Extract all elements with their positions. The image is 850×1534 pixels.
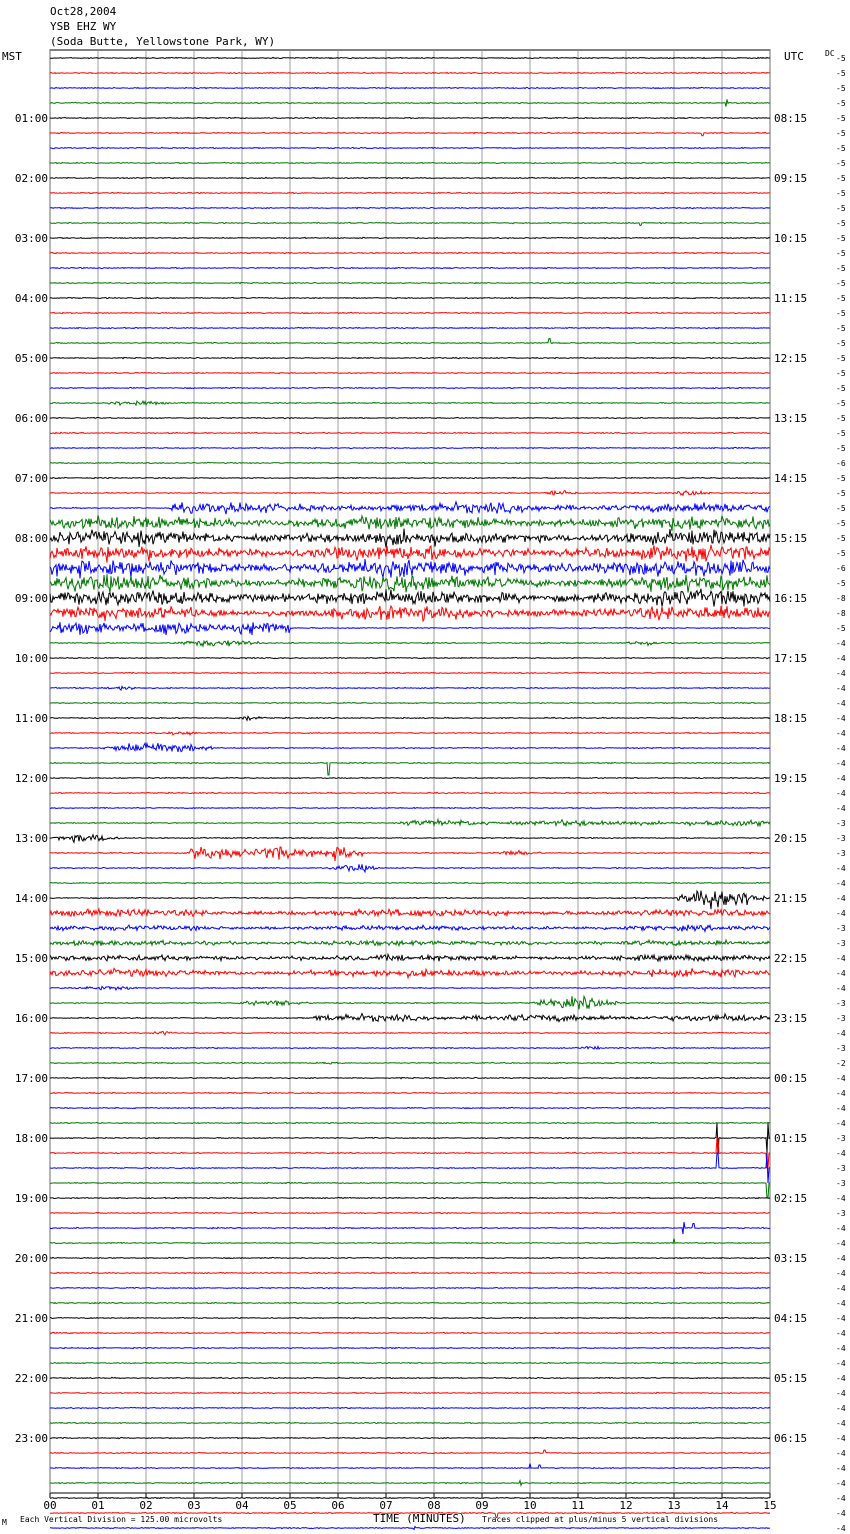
trace-row — [50, 925, 770, 932]
trace-row — [50, 462, 770, 463]
dc-offset-label: -5 — [836, 489, 846, 498]
dc-offset-label: -3 — [836, 1044, 846, 1053]
left-hour-label: 01:00 — [14, 112, 48, 125]
trace-row — [50, 1422, 770, 1423]
trace-row — [50, 1107, 770, 1108]
trace-row — [50, 559, 770, 578]
left-hour-label: 04:00 — [14, 292, 48, 305]
right-hour-label: 21:15 — [774, 892, 808, 905]
trace-row — [50, 909, 770, 917]
trace-row — [50, 589, 770, 607]
x-tick-label: 04 — [235, 1499, 249, 1512]
trace-row — [50, 987, 770, 990]
trace-row — [50, 940, 770, 946]
right-timezone-label: UTC — [784, 50, 804, 63]
left-hour-label: 06:00 — [14, 412, 48, 425]
dc-offset-label: -4 — [836, 1194, 846, 1203]
dc-offset-label: -4 — [836, 1404, 846, 1413]
trace-row — [50, 792, 770, 793]
right-hour-label: 03:15 — [774, 1252, 808, 1265]
x-tick-label: 00 — [43, 1499, 57, 1512]
right-hour-label: 15:15 — [774, 532, 808, 545]
dc-offset-label: -5 — [836, 234, 846, 243]
dc-offset-label: -4 — [836, 1479, 846, 1488]
left-hour-label: 17:00 — [14, 1072, 48, 1085]
trace-row — [50, 372, 770, 373]
right-hour-label: 16:15 — [774, 592, 808, 605]
station-code: YSB EHZ WY — [50, 20, 117, 33]
trace-row — [50, 147, 770, 148]
dc-offset-label: -4 — [836, 789, 846, 798]
right-hour-label: 19:15 — [774, 772, 808, 785]
dc-offset-label: -4 — [836, 1494, 846, 1503]
trace-row — [50, 574, 770, 593]
dc-offset-label: -5 — [836, 579, 846, 588]
dc-offset-label: -5 — [836, 294, 846, 303]
right-hour-label: 11:15 — [774, 292, 808, 305]
trace-row — [50, 820, 770, 826]
dc-offset-label: -8 — [836, 594, 846, 603]
right-hour-label: 06:15 — [774, 1432, 808, 1445]
dc-offset-label: -5 — [836, 399, 846, 408]
trace-row — [50, 1497, 770, 1498]
station-location: (Soda Butte, Yellowstone Park, WY) — [50, 35, 276, 48]
x-tick-label: 03 — [187, 1499, 201, 1512]
trace-row — [50, 762, 770, 775]
dc-offset-label: -5 — [836, 384, 846, 393]
trace-row — [50, 312, 770, 313]
trace-row — [50, 1222, 770, 1234]
dc-offset-label: -5 — [836, 159, 846, 168]
dc-offset-label: -3 — [836, 1134, 846, 1143]
trace-row — [50, 657, 770, 658]
left-hour-label: 19:00 — [14, 1192, 48, 1205]
dc-offset-label: -5 — [836, 354, 846, 363]
dc-offset-label: -5 — [836, 549, 846, 558]
x-tick-label: 14 — [715, 1499, 729, 1512]
dc-offset-label: -5 — [836, 414, 846, 423]
trace-row — [50, 72, 770, 73]
left-hour-label: 20:00 — [14, 1252, 48, 1265]
dc-offset-label: -4 — [836, 1119, 846, 1128]
x-tick-label: 15 — [763, 1499, 777, 1512]
right-hour-label: 17:15 — [774, 652, 808, 665]
dc-offset-label: -4 — [836, 1509, 846, 1518]
left-hour-label: 07:00 — [14, 472, 48, 485]
dc-offset-label: -4 — [836, 744, 846, 753]
left-hour-label: 02:00 — [14, 172, 48, 185]
trace-row — [50, 954, 770, 961]
trace-row — [50, 1392, 770, 1393]
trace-rows — [50, 57, 770, 1534]
dc-offset-label: -4 — [836, 969, 846, 978]
left-hour-label: 21:00 — [14, 1312, 48, 1325]
dc-offset-label: -4 — [836, 1329, 846, 1338]
trace-row — [50, 1287, 770, 1288]
trace-row — [50, 1527, 770, 1530]
clip-note: Traces clipped at plus/minus 5 vertical divisions — [482, 1515, 719, 1524]
dc-offset-label: -4 — [836, 894, 846, 903]
right-hour-label: 18:15 — [774, 712, 808, 725]
dc-offset-label: -4 — [836, 1029, 846, 1038]
left-hour-label: 12:00 — [14, 772, 48, 785]
dc-offset-label: -4 — [836, 654, 846, 663]
trace-row — [50, 117, 770, 118]
dc-offset-label: -5 — [836, 84, 846, 93]
dc-offset-label: -5 — [836, 369, 846, 378]
trace-row — [50, 297, 770, 298]
left-hour-label: 08:00 — [14, 532, 48, 545]
dc-offset-label: -5 — [836, 429, 846, 438]
dc-offset-label: -4 — [836, 804, 846, 813]
dc-offset-label: -5 — [836, 444, 846, 453]
dc-offset-label: -5 — [836, 174, 846, 183]
dc-offset-label: -4 — [836, 759, 846, 768]
dc-offset-label: -5 — [836, 204, 846, 213]
trace-row — [50, 1302, 770, 1303]
trace-row — [50, 387, 770, 388]
left-hour-label: 10:00 — [14, 652, 48, 665]
dc-offset-label: -5 — [836, 504, 846, 513]
x-axis-title: TIME (MINUTES) — [373, 1512, 466, 1525]
chart-date: Oct28,2004 — [50, 5, 117, 18]
trace-row — [50, 882, 770, 883]
trace-row — [50, 996, 770, 1009]
trace-row — [50, 432, 770, 433]
trace-row — [50, 968, 770, 977]
right-hour-label: 14:15 — [774, 472, 808, 485]
trace-row — [50, 1031, 770, 1034]
dc-offset-label: -4 — [836, 909, 846, 918]
trace-row — [50, 267, 770, 268]
dc-offset-label: -5 — [836, 219, 846, 228]
trace-row — [50, 502, 770, 514]
trace-row — [50, 1317, 770, 1318]
trace-row — [50, 1062, 770, 1064]
right-hour-label: 10:15 — [774, 232, 808, 245]
dc-offset-label: -3 — [836, 834, 846, 843]
dc-offset-label: -5 — [836, 624, 846, 633]
left-hour-label: 13:00 — [14, 832, 48, 845]
dc-offset-label: -5 — [836, 249, 846, 258]
trace-row — [50, 1481, 770, 1486]
trace-row — [50, 716, 770, 720]
right-hour-label: 08:15 — [774, 112, 808, 125]
trace-row — [50, 327, 770, 328]
trace-row — [50, 99, 770, 106]
trace-row — [50, 57, 770, 58]
trace-row — [50, 177, 770, 178]
x-tick-label: 06 — [331, 1499, 345, 1512]
dc-offset-label: -4 — [836, 1299, 846, 1308]
dc-offset-label: -5 — [836, 114, 846, 123]
trace-row — [50, 491, 770, 496]
dc-offset-label: -4 — [836, 669, 846, 678]
dc-offset-label: -4 — [836, 1149, 846, 1158]
x-tick-label: 12 — [619, 1499, 633, 1512]
dc-offset-label: -4 — [836, 1359, 846, 1368]
trace-row — [50, 1014, 770, 1022]
dc-offset-label: -6 — [836, 459, 846, 468]
left-hour-label: 05:00 — [14, 352, 48, 365]
x-tick-label: 11 — [571, 1499, 585, 1512]
trace-row — [50, 686, 770, 690]
dc-offset-label: -5 — [836, 144, 846, 153]
trace-row — [50, 339, 770, 344]
left-hour-label: 14:00 — [14, 892, 48, 905]
right-hour-label: 13:15 — [774, 412, 808, 425]
dc-offset-label: -4 — [836, 1074, 846, 1083]
trace-row — [50, 237, 770, 238]
trace-row — [50, 641, 770, 647]
trace-row — [50, 282, 770, 283]
dc-offset-label: -4 — [836, 774, 846, 783]
dc-offset-label: -4 — [836, 1254, 846, 1263]
left-hour-label: 03:00 — [14, 232, 48, 245]
dc-offset-label: -3 — [836, 1179, 846, 1188]
left-hour-label: 15:00 — [14, 952, 48, 965]
right-hour-label: 04:15 — [774, 1312, 808, 1325]
trace-row — [50, 162, 770, 163]
corner-mark: M — [2, 1518, 7, 1527]
trace-row — [50, 606, 770, 621]
dc-offset-label: -3 — [836, 939, 846, 948]
dc-offset-label: -5 — [836, 69, 846, 78]
scale-note: Each Vertical Division = 125.00 microvolts — [20, 1515, 223, 1524]
dc-offset-label: -4 — [836, 1284, 846, 1293]
trace-row — [50, 357, 770, 358]
dc-offset-label: -4 — [836, 639, 846, 648]
right-hour-label: 12:15 — [774, 352, 808, 365]
dc-offset-label: -5 — [836, 309, 846, 318]
dc-offset-label: -5 — [836, 189, 846, 198]
trace-row — [50, 1197, 770, 1198]
dc-offset-label: -5 — [836, 54, 846, 63]
right-hour-label: 23:15 — [774, 1012, 808, 1025]
dc-offset-label: -5 — [836, 129, 846, 138]
trace-row — [50, 1182, 770, 1198]
trace-row — [50, 401, 770, 405]
trace-row — [50, 1123, 770, 1153]
trace-row — [50, 1464, 770, 1469]
dc-offset-label: -3 — [836, 1014, 846, 1023]
x-tick-label: 09 — [475, 1499, 489, 1512]
trace-row — [50, 132, 770, 135]
dc-offset-label: -4 — [836, 1389, 846, 1398]
trace-row — [50, 743, 770, 752]
dc-offset-label: -3 — [836, 999, 846, 1008]
dc-offset-label: -4 — [836, 1464, 846, 1473]
x-tick-label: 13 — [667, 1499, 681, 1512]
dc-offset-label: -4 — [836, 1089, 846, 1098]
right-hour-label: 02:15 — [774, 1192, 808, 1205]
trace-row — [50, 477, 770, 478]
trace-row — [50, 1212, 770, 1213]
trace-row — [50, 1347, 770, 1348]
dc-offset-label: -4 — [836, 699, 846, 708]
trace-row — [50, 672, 770, 673]
trace-row — [50, 545, 770, 563]
dc-offset-label: -4 — [836, 954, 846, 963]
right-hour-label: 01:15 — [774, 1132, 808, 1145]
right-hour-label: 00:15 — [774, 1072, 808, 1085]
dc-offset-label: -5 — [836, 324, 846, 333]
trace-row — [50, 1332, 770, 1333]
dc-offset-label: -3 — [836, 924, 846, 933]
dc-offset-label: -4 — [836, 684, 846, 693]
dc-offset-label: -8 — [836, 609, 846, 618]
trace-row — [50, 1122, 770, 1123]
dc-offset-label: -4 — [836, 864, 846, 873]
right-hour-label: 22:15 — [774, 952, 808, 965]
dc-offset-label: -3 — [836, 819, 846, 828]
trace-row — [50, 1138, 770, 1168]
dc-offset-label: -3 — [836, 849, 846, 858]
dc-offset-label: -2 — [836, 1059, 846, 1068]
trace-row — [50, 252, 770, 253]
trace-row — [50, 222, 770, 225]
trace-row — [50, 1153, 770, 1183]
x-tick-label: 05 — [283, 1499, 297, 1512]
trace-row — [50, 207, 770, 208]
left-hour-label: 23:00 — [14, 1432, 48, 1445]
left-hour-label: 09:00 — [14, 592, 48, 605]
dc-offset-label: -5 — [836, 99, 846, 108]
dc-offset-label: -5 — [836, 519, 846, 528]
dc-offset-label: -6 — [836, 564, 846, 573]
dc-header-label: DC — [825, 49, 835, 58]
trace-row — [50, 847, 770, 861]
dc-offset-label: -4 — [836, 1524, 846, 1533]
trace-row — [50, 87, 770, 88]
trace-row — [50, 1437, 770, 1438]
trace-row — [50, 192, 770, 193]
trace-row — [50, 777, 770, 778]
x-tick-label: 02 — [139, 1499, 153, 1512]
left-hour-label: 22:00 — [14, 1372, 48, 1385]
dc-offset-label: -5 — [836, 339, 846, 348]
dc-offset-label: -5 — [836, 534, 846, 543]
trace-row — [50, 417, 770, 418]
dc-offset-label: -3 — [836, 1209, 846, 1218]
trace-row — [50, 835, 770, 843]
dc-offset-label: -4 — [836, 1434, 846, 1443]
dc-offset-label: -5 — [836, 279, 846, 288]
trace-row — [50, 702, 770, 703]
dc-offset-label: -4 — [836, 1314, 846, 1323]
dc-offset-label: -4 — [836, 1449, 846, 1458]
dc-offset-label: -4 — [836, 1239, 846, 1248]
trace-row — [50, 1362, 770, 1363]
x-tick-label: 01 — [91, 1499, 105, 1512]
trace-row — [50, 1047, 770, 1049]
dc-offset-label: -4 — [836, 729, 846, 738]
dc-offset-label: -4 — [836, 879, 846, 888]
right-hour-label: 20:15 — [774, 832, 808, 845]
trace-row — [50, 891, 770, 910]
left-hour-label: 18:00 — [14, 1132, 48, 1145]
trace-row — [50, 864, 770, 872]
trace-row — [50, 1450, 770, 1454]
right-hour-label: 05:15 — [774, 1372, 808, 1385]
dc-offset-label: -4 — [836, 1269, 846, 1278]
dc-offset-label: -4 — [836, 714, 846, 723]
trace-row — [50, 732, 770, 735]
trace-row — [50, 1239, 770, 1244]
x-tick-label: 08 — [427, 1499, 441, 1512]
left-timezone-label: MST — [2, 50, 22, 63]
right-hour-label: 09:15 — [774, 172, 808, 185]
trace-row — [50, 447, 770, 448]
x-tick-label: 10 — [523, 1499, 537, 1512]
trace-row — [50, 807, 770, 808]
dc-offset-label: -4 — [836, 984, 846, 993]
left-hour-label: 16:00 — [14, 1012, 48, 1025]
trace-row — [50, 622, 770, 635]
dc-offset-label: -5 — [836, 264, 846, 273]
trace-row — [50, 1377, 770, 1378]
dc-offset-label: -4 — [836, 1104, 846, 1113]
trace-row — [50, 1272, 770, 1273]
dc-offset-label: -3 — [836, 1164, 846, 1173]
trace-row — [50, 529, 770, 548]
left-hour-label: 11:00 — [14, 712, 48, 725]
dc-offset-label: -4 — [836, 1344, 846, 1353]
trace-row — [50, 1077, 770, 1078]
x-tick-label: 07 — [379, 1499, 393, 1512]
dc-offset-label: -5 — [836, 474, 846, 483]
dc-offset-label: -4 — [836, 1224, 846, 1233]
axis-labels — [15, 49, 846, 1534]
dc-offset-label: -4 — [836, 1374, 846, 1383]
trace-row — [50, 515, 770, 531]
trace-row — [50, 1257, 770, 1258]
trace-row — [50, 1092, 770, 1093]
plot-frame — [50, 50, 770, 1493]
trace-row — [50, 1407, 770, 1408]
dc-offset-label: -4 — [836, 1419, 846, 1428]
